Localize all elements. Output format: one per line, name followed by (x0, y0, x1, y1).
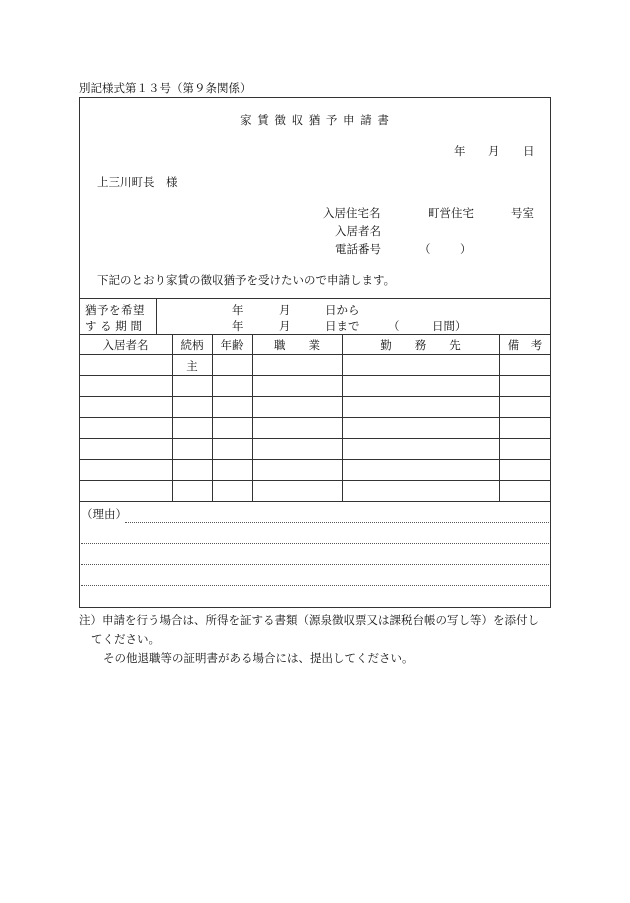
reason-dotted-line (81, 543, 549, 544)
table-row-divider (79, 375, 551, 376)
table-row-divider (79, 459, 551, 460)
divider (79, 334, 551, 335)
note-line-3: その他退職等の証明書がある場合には、提出してください。 (103, 651, 414, 665)
form-number: 別記様式第１３号（第９条関係） (79, 81, 252, 95)
table-header-cell: 備 考 (507, 338, 543, 352)
address-label: 入居住宅名 (323, 206, 381, 220)
phone-label: 電話番号 (335, 242, 381, 256)
reason-dotted-line (125, 522, 549, 523)
divider (156, 298, 157, 334)
table-row-divider (79, 396, 551, 397)
table-row-divider (79, 438, 551, 439)
date-day-label: 日 (523, 144, 535, 158)
divider (79, 501, 551, 502)
table-header-cell: 年齢 (220, 338, 244, 352)
period-label-line1: 猶予を希望 (85, 303, 145, 317)
period-from-year: 年 (232, 303, 244, 317)
date-month-label: 月 (488, 144, 500, 158)
form-title: 家 賃 徴 収 猶 予 申 請 書 (240, 113, 390, 127)
period-to-month: 月 (279, 319, 291, 333)
name-label: 入居者名 (335, 224, 381, 238)
period-label-line2: す る 期 間 (85, 319, 142, 333)
period-to-day: 日まで (325, 319, 360, 333)
period-days-open: （ (388, 319, 400, 333)
addressee: 上三川町長 様 (97, 175, 178, 189)
room-suffix: 号室 (511, 206, 534, 220)
note-line-1: 注）申請を行う場合は、所得を証する書類（源泉徴収票又は課税台帳の写し等）を添付し (79, 613, 539, 627)
table-row-divider (79, 480, 551, 481)
table-cell: 主 (186, 359, 198, 373)
period-to-year: 年 (232, 319, 244, 333)
table-header-cell: 職 業 (274, 338, 320, 352)
table-header-cell: 勤 務 先 (380, 338, 461, 352)
statement: 下記のとおり家賃の徴収猶予を受けたいので申請します。 (97, 273, 396, 287)
table-row-divider (79, 417, 551, 418)
table-row-divider (79, 354, 551, 355)
table-header-cell: 続柄 (180, 338, 204, 352)
table-header-cell: 入居者名 (102, 338, 149, 352)
address-value: 町営住宅 (428, 206, 474, 220)
phone-open: （ (419, 242, 431, 256)
note-line-2: てください。 (91, 632, 160, 646)
period-from-month: 月 (279, 303, 291, 317)
reason-dotted-line (81, 564, 549, 565)
date-year-label: 年 (454, 144, 466, 158)
period-days-suffix: 日間） (432, 319, 467, 333)
divider (79, 298, 551, 299)
reason-dotted-line (81, 585, 549, 586)
period-from-day: 日から (325, 303, 360, 317)
reason-label: （理由） (81, 507, 127, 521)
phone-close: ） (460, 242, 472, 256)
